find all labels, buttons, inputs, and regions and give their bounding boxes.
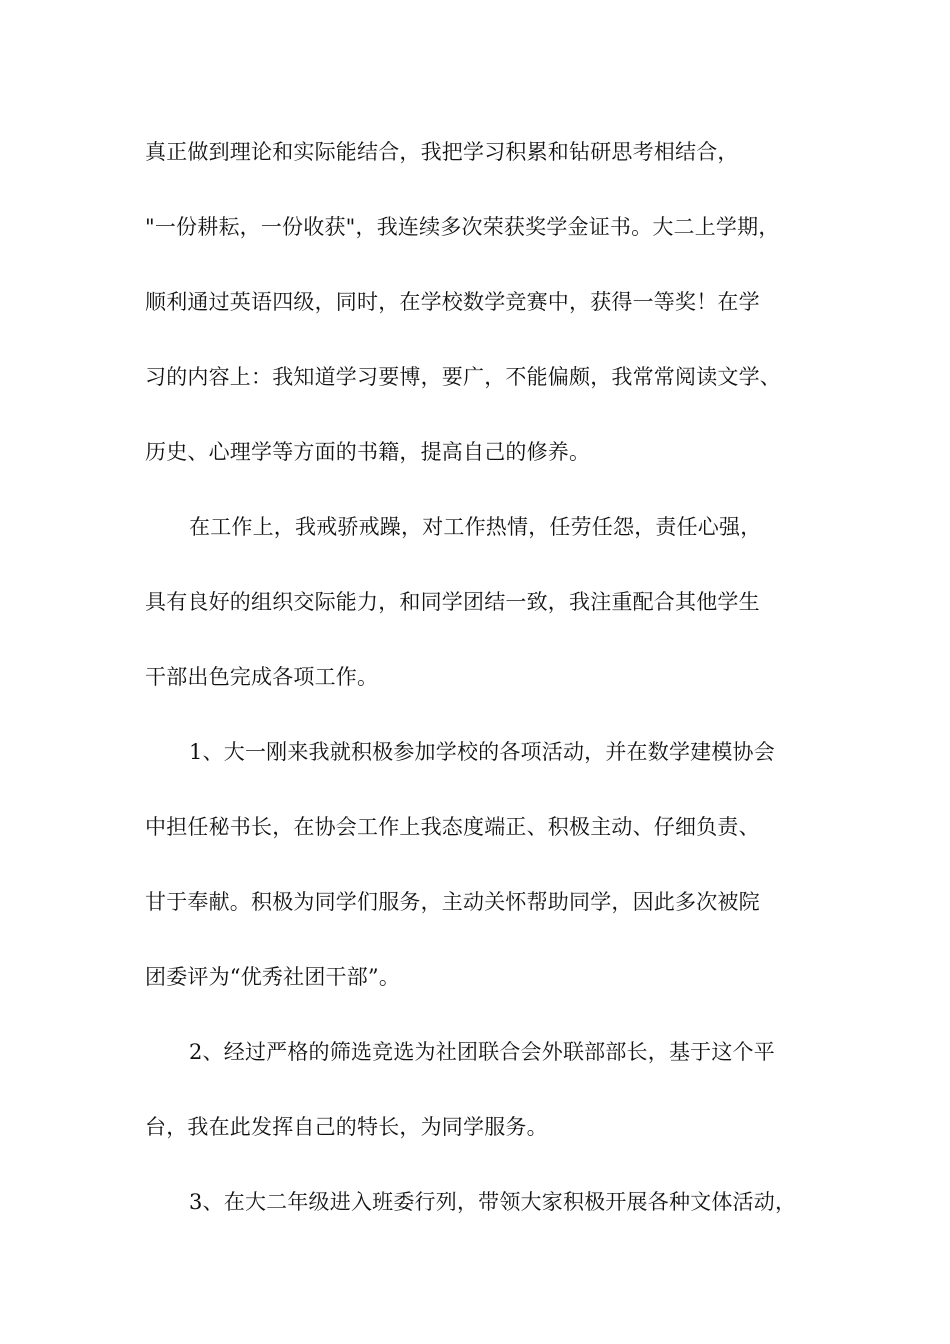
text-line-10: 中担任秘书长，在协会工作上我态度端正、积极主动、仔细负责、 bbox=[145, 815, 760, 839]
text-line-8: 干部出色完成各项工作。 bbox=[145, 665, 379, 689]
text-line-3: 顺利通过英语四级，同时，在学校数学竞赛中，获得一等奖！在学 bbox=[145, 290, 760, 314]
text-line-11: 甘于奉献。积极为同学们服务，主动关怀帮助同学，因此多次被院 bbox=[145, 890, 760, 914]
text-line-1: 真正做到理论和实际能结合，我把学习积累和钻研思考相结合， bbox=[145, 140, 739, 164]
text-line-15: 3、在大二年级进入班委行列，带领大家积极开展各种文体活动， bbox=[189, 1190, 797, 1214]
text-line-7: 具有良好的组织交际能力，和同学团结一致，我注重配合其他学生 bbox=[145, 590, 760, 614]
text-line-12: 团委评为“优秀社团干部”。 bbox=[145, 965, 401, 989]
text-line-4: 习的内容上：我知道学习要博，要广，不能偏颇，我常常阅读文学、 bbox=[145, 365, 781, 389]
text-line-13: 2、经过严格的筛选竞选为社团联合会外联部部长，基于这个平 bbox=[189, 1040, 775, 1064]
text-line-14: 台，我在此发挥自己的特长，为同学服务。 bbox=[145, 1115, 548, 1139]
text-line-2: "一份耕耘，一份收获"，我连续多次荣获奖学金证书。大二上学期， bbox=[145, 215, 780, 239]
text-line-5: 历史、心理学等方面的书籍，提高自己的修养。 bbox=[145, 440, 591, 464]
text-line-6: 在工作上，我戒骄戒躁，对工作热情，任劳任怨，责任心强， bbox=[189, 515, 762, 539]
text-line-9: 1、大一刚来我就积极参加学校的各项活动，并在数学建模协会 bbox=[189, 740, 775, 764]
